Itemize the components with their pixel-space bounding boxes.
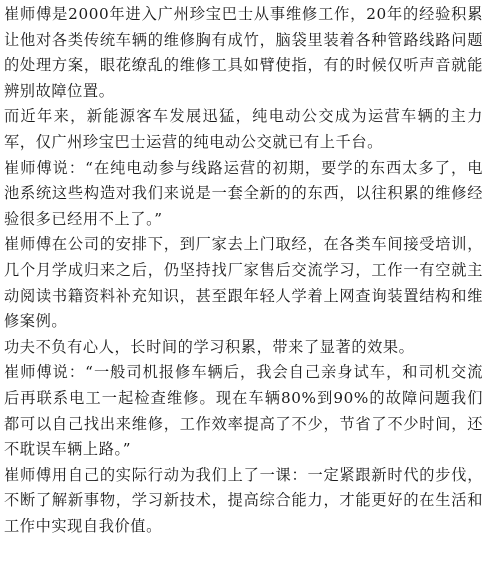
paragraph-effort: 功夫不负有心人，长时间的学习积累，带来了显著的效果。 (4, 337, 415, 356)
paragraph-new-energy: 而近年来，新能源客车发展迅猛，纯电动公交成为运营车辆的主力军，仅广州珍宝巴士运营的纯电动公交就已有上千台。 (4, 107, 483, 151)
paragraph-intro: 崔师傅是2000年进入广州珍宝巴士从事维修工作，20年的经验积累让他对各类传统车辆的维修胸有成竹，脑袋里装着各种管路线路问题的处理方案，眼花缭乱的维修工具如臂使指，有的时候仅听声音就能辨别故障位置。 (4, 5, 483, 100)
paragraph-quote-learning: 崔师傅说：“在纯电动参与线路运营的初期，要学的东西太多了，电池系统这些构造对我们来说是一套全新的的东西，以往积累的维修经验很多已经用不上了。” (4, 158, 483, 228)
paragraph-quote-repair: 崔师傅说：“一般司机报修车辆后，我会自己亲身试车，和司机交流后再联系电工一起检查维修。现在车辆80%到90%的故障问题我们都可以自己找出来维修，工作效率提高了不少，节省了不少时间，还不耽误车辆上路。” (4, 363, 483, 459)
paragraph-conclusion: 崔师傅用自己的实际行动为我们上了一课：一定紧跟新时代的步伐，不断了解新事物，学习新技术，提高综合能力，才能更好的在生活和工作中实现自我价值。 (4, 465, 483, 535)
paragraph-training: 崔师傅在公司的安排下，到厂家去上门取经，在各类车间接受培训，几个月学成归来之后，仍坚持找厂家售后交流学习，工作一有空就主动阅读书籍资料补充知识，甚至跟年轻人学着上网查询装置结构和维修案例。 (4, 235, 483, 331)
